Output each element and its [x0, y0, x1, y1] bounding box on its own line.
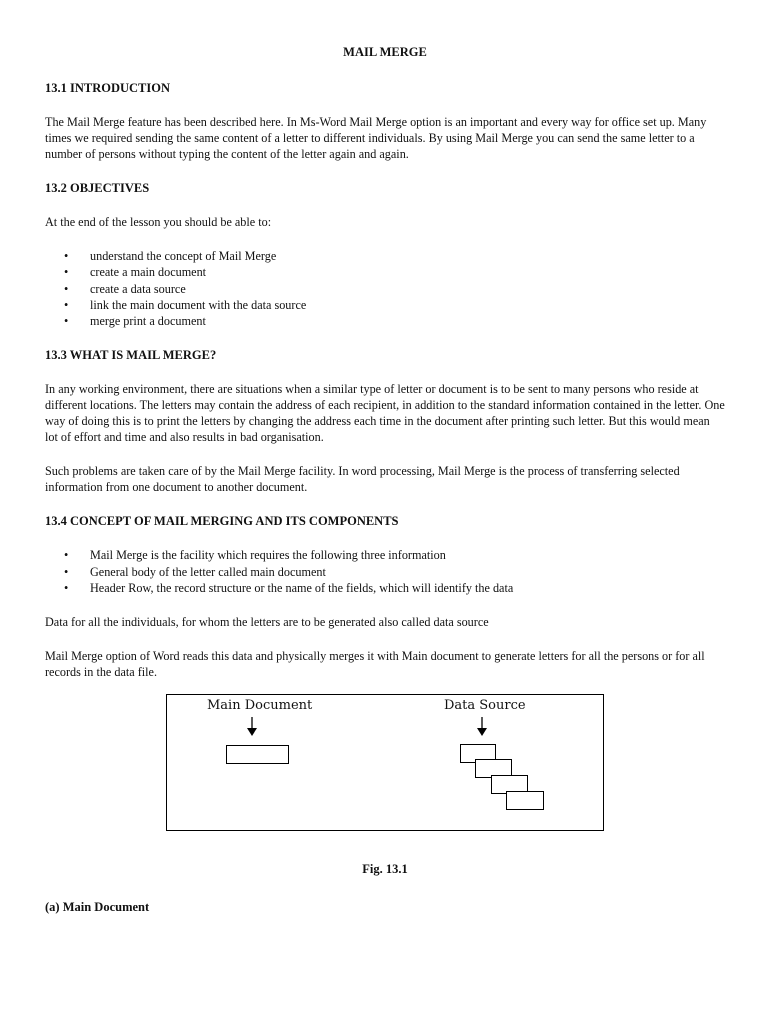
list-item: • link the main document with the data source — [45, 297, 725, 313]
down-arrow-icon — [246, 717, 258, 737]
objectives-heading: 13.2 OBJECTIVES — [45, 181, 150, 195]
list-item: • General body of the letter called main document — [45, 564, 725, 580]
list-item: • create a main document — [45, 264, 725, 280]
main-document-box — [226, 745, 289, 764]
document-page — [45, 44, 725, 915]
list-item: • merge print a document — [45, 313, 725, 329]
list-item: • Header Row, the record structure or the name of the fields, which will identify the data — [45, 580, 725, 596]
concept-list — [45, 547, 725, 596]
concept-paragraph-1: Data for all the individuals, for whom the letters are to be generated also called data source — [45, 615, 489, 630]
what-paragraph-1: In any working environment, there are situations when a similar type of letter or document is to be sent to many persons who reside at different locations. The letters may contain the address of each recipient, in addition to the standard information contained in the letter. One way of doing this is to print the letters by changing the address each time in the document after printing such letter. But this would mean lot of effort and time and also results in bad organisation. — [45, 382, 725, 445]
main-document-label: Main Document — [207, 698, 313, 714]
list-item: • Mail Merge is the facility which requires the following three information — [45, 547, 725, 563]
main-document-subheading: (a) Main Document — [45, 900, 150, 915]
figure-caption: Fig. 13.1 — [362, 862, 408, 877]
list-item: • create a data source — [45, 281, 725, 297]
intro-heading: 13.1 INTRODUCTION — [45, 81, 171, 95]
what-is-mail-merge-heading: 13.3 WHAT IS MAIL MERGE? — [45, 348, 217, 363]
data-source-label: Data Source — [444, 698, 526, 714]
intro-paragraph: The Mail Merge feature has been described here. In Ms-Word Mail Merge option is an important and every way for office set up. Many times we required sending the same content of a letter to different individuals. By using Mail Merge you can send the same letter to a number of persons without typing the content of the letter again and again. — [45, 115, 707, 161]
down-arrow-icon — [476, 717, 488, 737]
data-source-record-box — [506, 791, 544, 810]
objectives-intro: At the end of the lesson you should be able to: — [45, 215, 272, 229]
list-item: • understand the concept of Mail Merge — [45, 248, 725, 264]
what-paragraph-2: Such problems are taken care of by the Mail Merge facility. In word processing, Mail Merge is the process of transferring selected information from one document to another document. — [45, 464, 680, 495]
mail-merge-figure — [166, 694, 604, 831]
concept-heading: 13.4 CONCEPT OF MAIL MERGING AND ITS COMPONENTS — [45, 514, 399, 529]
objectives-list — [45, 248, 725, 329]
page-title: MAIL MERGE — [343, 45, 427, 59]
concept-paragraph-2: Mail Merge option of Word reads this data and physically merges it with Main document to generate letters for all the persons or for all records in the data file. — [45, 649, 705, 680]
